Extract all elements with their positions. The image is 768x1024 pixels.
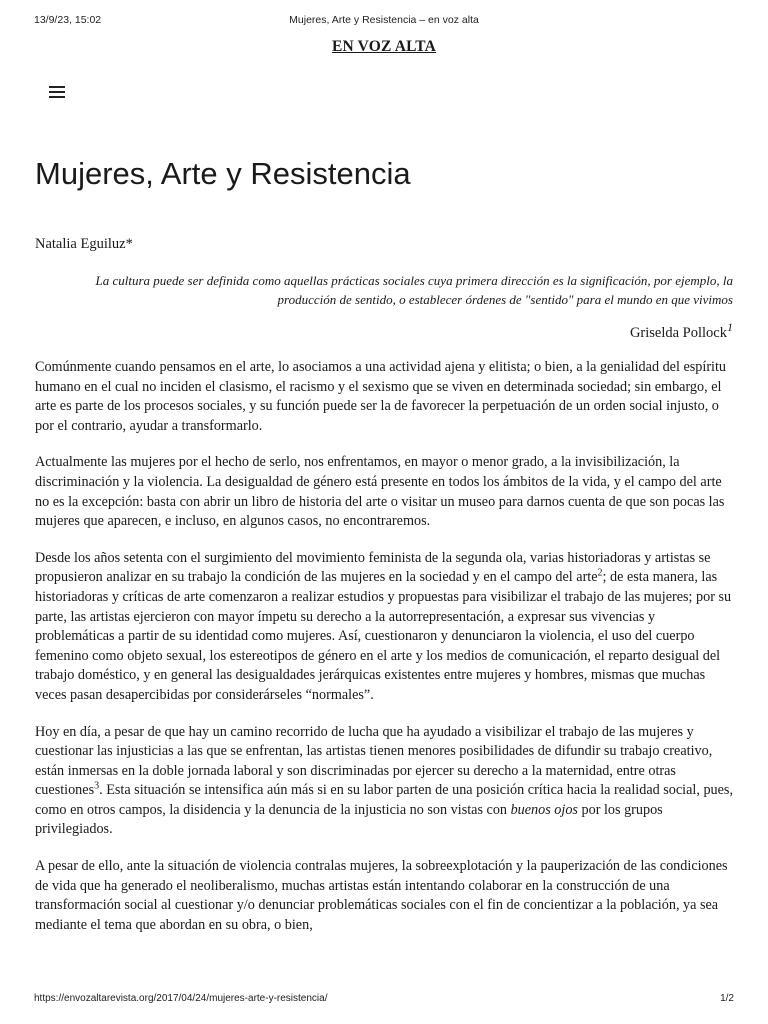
site-title-link[interactable]: EN VOZ ALTA: [331, 38, 437, 55]
paragraph-4-part-a: Hoy en día, a pesar de que hay un camino recorrido de lucha que ha ayudado a visibilizar el trabajo de las mujeres y cuestionar las injusticias a las que se enfrentan, las artistas tienen menores posibilidades de difundir su trabajo creativo, están inmersas en la doble jornada laboral y son discriminadas por ejercer su derecho a la maternidad, entre otras cuestiones: [35, 723, 713, 799]
page-title: Mujeres, Arte y Resistencia: [35, 156, 411, 191]
epigraph-author: [630, 320, 733, 342]
print-footer: [34, 993, 734, 1007]
paragraph-3: [35, 549, 733, 706]
paragraph-4-part-c: por los grupos privilegiados.: [35, 801, 663, 838]
paragraph-4-emphasis: buenos ojos: [510, 801, 578, 818]
paragraph-1: Comúnmente cuando pensamos en el arte, lo asociamos a una actividad ajena y elitista; o bien, a la genialidad del espíritu humano en el cual no inciden el clasismo, el racismo y el sexismo que se viven en determinada sociedad; sin embargo, el arte es parte de los procesos sociales, y su función puede ser la de favorecer la perpetuación de un orden social injusto, o por el contrario, ayudar a transformarlo.: [35, 359, 727, 434]
paragraph-3-part-a: Desde los años setenta con el surgimiento del movimiento feminista de la segunda ola, varias historiadoras y artistas se propusieron analizar en su trabajo la condición de las mujeres en la sociedad y en el campo del arte: [35, 549, 711, 586]
print-header: [34, 14, 734, 30]
paragraph-4: [35, 723, 733, 841]
paragraph-5: A pesar de ello, ante la situación de violencia contralas mujeres, la sobreexplotación y la pauperización de las condiciones de vida que ha generado el neoliberalismo, muchas artistas están intentando colaborar en la construcción de una transformación social al cuestionar y/o denunciar problemáticas sociales con el fin de concientizar a la población, ya sea mediante el tema que abordan en su obra, o bien,: [35, 858, 728, 933]
footnote-ref-3[interactable]: 3: [94, 780, 100, 792]
footnote-ref-1[interactable]: 1: [727, 320, 733, 334]
epigraph-quote: La cultura puede ser definida como aquellas prácticas sociales cuya primera dirección es la significación, por ejemplo, la producción de sentido, o establecer órdenes de "sentido" para el mundo en que vivimos: [95, 273, 733, 307]
paragraph-2: Actualmente las mujeres por el hecho de serlo, nos enfrentamos, en mayor o menor grado, a la invisibilización, la discriminación y la violencia. La desigualdad de género está presente en todos los ámbitos de la vida, y el campo del arte no es la excepción: basta con abrir un libro de historia del arte o visitar un museo para darnos cuenta de que son pocas las mujeres que aparecen, e incluso, en algunos casos, no encontraremos.: [35, 454, 725, 530]
paragraph-4-part-b: . Esta situación se intensifica aún más si en su labor parten de una posición crítica hacia la realidad social, pues, como en otros campos, la disidencia y la denuncia de la injusticia no son vistas con: [35, 782, 733, 818]
article-body: [35, 358, 733, 952]
article-author: Natalia Eguiluz*: [35, 236, 133, 252]
print-datetime: 13/9/23, 15:02: [34, 14, 102, 26]
print-url: https://envozaltarevista.org/2017/04/24/mujeres-arte-y-resistencia/: [34, 993, 328, 1004]
paragraph-3-part-b: ; de esta manera, las historiadoras y críticas de arte comenzaron a realizar estudios y propuestas para visibilizar el trabajo de las mujeres; por su parte, las artistas ejercieron con mayor ímpetu su derecho a la autorrepresentación, a expresar sus vivencias y problemáticas a partir de su identidad como mujeres. Así, cuestionaron y denunciaron la violencia, el uso del cuerpo femenino como objeto sexual, los estereotipos de género en el arte y los medios de comunicación, el reparto desigual del trabajo doméstico, y en general las desigualdades jerárquicas existentes entre mujeres y hombres, mismas que muchas veces pasan desapercibidas por considerárseles “normales”.: [35, 569, 732, 703]
print-page-number: 1/2: [720, 993, 734, 1004]
epigraph-author-name: Griselda Pollock: [629, 324, 727, 341]
hamburger-menu-icon[interactable]: [49, 86, 65, 99]
footnote-ref-2[interactable]: 2: [597, 567, 603, 579]
print-doc-title: Mujeres, Arte y Resistencia – en voz alta: [289, 14, 479, 26]
